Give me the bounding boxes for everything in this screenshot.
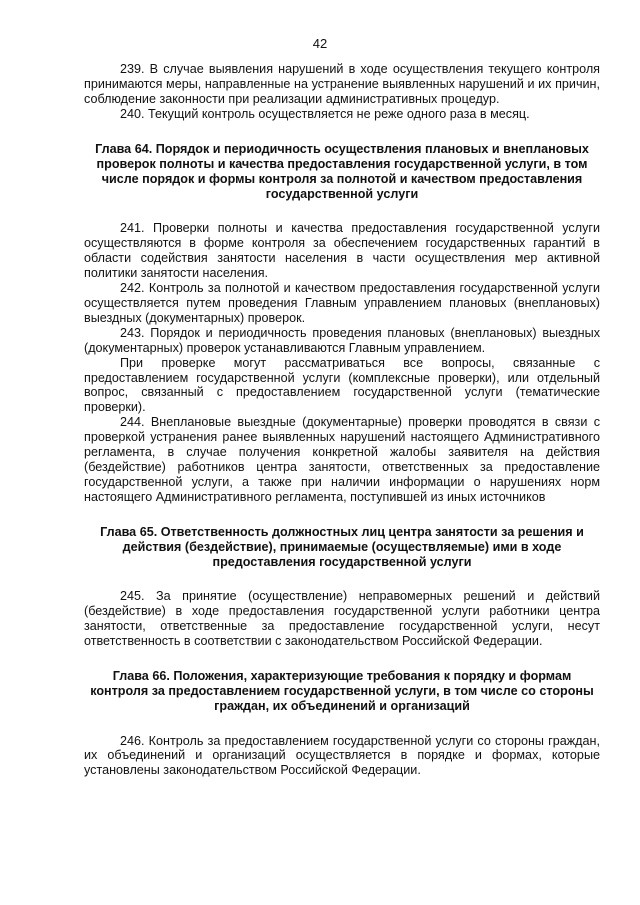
paragraph-243-continued: При проверке могут рассматриваться все вопросы, связанные с предоставлением государственной услуги (комплексные проверки), или отдельный вопрос, связанный с предоставлением государственной услуги (тематические проверки).: [84, 355, 600, 415]
spacer: [84, 505, 600, 525]
paragraph-244: 244. Внеплановые выездные (документарные) проверки проводятся в связи с проверкой устранения ранее выявленных нарушений настоящего Административного регламента, в случае получения конкретной жалобы заявителя на действия (бездействие) работников центра занятости, ответственных за предоставление государственной услуги, а также при наличии информации о нарушениях норм настоящего Административного регламента, поступившей из иных источников: [84, 415, 600, 504]
paragraph-241: 241. Проверки полноты и качества предоставления государственной услуги осуществляются в форме контроля за обеспечением государственных гарантий в области содействия занятости населения в части осуществления мер активной политики занятости населения.: [84, 221, 600, 281]
spacer: [84, 202, 600, 221]
chapter-65-heading: Глава 65. Ответственность должностных лиц центра занятости за решения и действия (бездействие), принимаемые (осуществляемые) ими в ходе предоставления государственной услуги: [100, 524, 584, 570]
paragraph-240: 240. Текущий контроль осуществляется не реже одного раза в месяц.: [120, 106, 530, 121]
paragraph-239: 239. В случае выявления нарушений в ходе осуществления текущего контроля принимаются меры, направленные на устранение выявленных нарушений и их причин, соблюдение законности при реализации административных процедур.: [84, 62, 600, 106]
spacer: [84, 122, 600, 142]
page-number: 42: [312, 36, 328, 51]
chapter-64-heading: Глава 64. Порядок и периодичность осуществления плановых и внеплановых проверок полноты и качества предоставления государственной услуги, в том числе порядок и формы контроля за полнотой и качеством предоставления государственной услуги: [95, 141, 589, 202]
paragraph-243: 243. Порядок и периодичность проведения плановых (внеплановых) выездных (документарных) проверок устанавливаются Главным управлением.: [84, 325, 600, 355]
document-body: [84, 62, 600, 778]
spacer: [84, 570, 600, 589]
spacer: [84, 649, 600, 669]
paragraph-245: 245. За принятие (осуществление) неправомерных решений и действий (бездействие) в ходе предоставления государственной услуги работники центра занятости, ответственные за предоставление государственной услуги, несут ответственность в соответствии с законодательством Российской Федерации.: [84, 589, 600, 648]
paragraph-246: 246. Контроль за предоставлением государственной услуги со стороны граждан, их объединений и организаций осуществляется в порядке и формах, которые установлены законодательством Российской Федерации.: [84, 733, 600, 778]
spacer: [84, 715, 600, 734]
paragraph-242: 242. Контроль за полнотой и качеством предоставления государственной услуги осуществляется путем проведения Главным управлением плановых (внеплановых) выездных (документарных) проверок.: [84, 281, 600, 325]
chapter-66-heading: Глава 66. Положения, характеризующие требования к порядку и формам контроля за предоставлением государственной услуги, в том числе со стороны граждан, их объединений и организаций: [90, 668, 594, 714]
